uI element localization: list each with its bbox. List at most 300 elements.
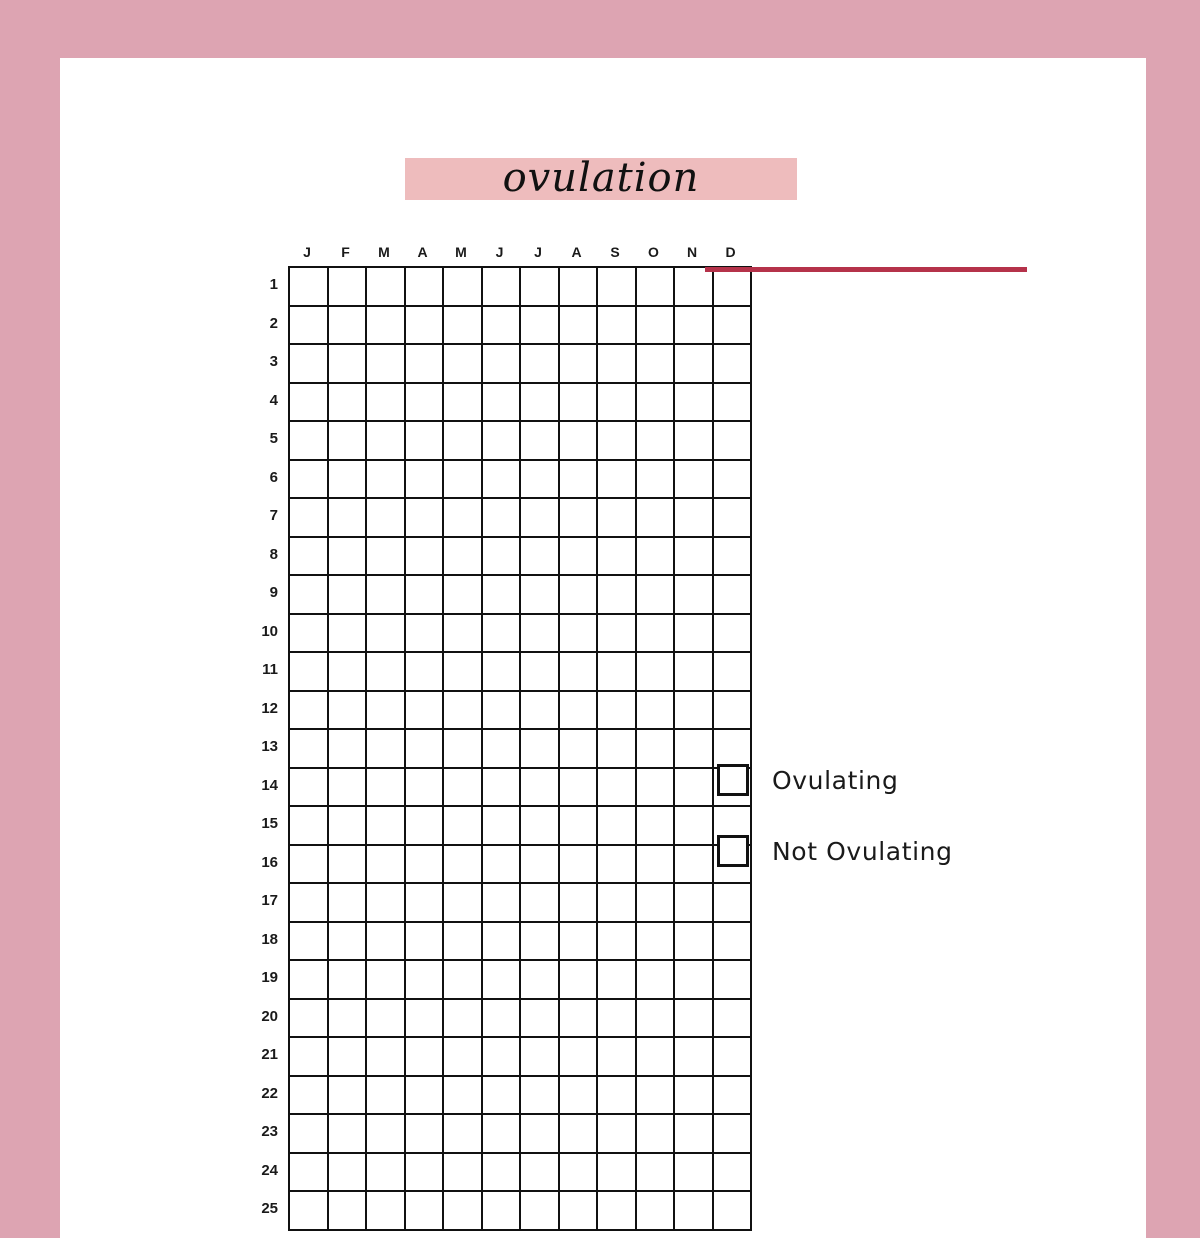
grid-cell-F-11[interactable] (329, 653, 368, 692)
checkbox-not-ovulating[interactable] (717, 835, 749, 867)
grid-cell-N-9[interactable] (675, 576, 714, 615)
grid-cell-N-1[interactable] (675, 268, 714, 307)
grid-cell-M-2[interactable] (367, 307, 406, 346)
grid-cell-A-6[interactable] (406, 461, 445, 500)
grid-cell-D-25[interactable] (714, 1192, 753, 1231)
grid-cell-S-23[interactable] (598, 1115, 637, 1154)
grid-cell-A-7[interactable] (560, 499, 599, 538)
grid-cell-J-8[interactable] (483, 538, 522, 577)
grid-cell-A-18[interactable] (560, 923, 599, 962)
grid-cell-A-9[interactable] (406, 576, 445, 615)
grid-cell-M-3[interactable] (444, 345, 483, 384)
grid-cell-F-18[interactable] (329, 923, 368, 962)
grid-cell-M-5[interactable] (444, 422, 483, 461)
grid-cell-A-13[interactable] (560, 730, 599, 769)
grid-cell-F-17[interactable] (329, 884, 368, 923)
grid-cell-A-11[interactable] (560, 653, 599, 692)
grid-cell-S-22[interactable] (598, 1077, 637, 1116)
grid-cell-A-20[interactable] (406, 1000, 445, 1039)
grid-cell-J-3[interactable] (290, 345, 329, 384)
grid-cell-F-4[interactable] (329, 384, 368, 423)
grid-cell-O-20[interactable] (637, 1000, 676, 1039)
grid-cell-M-10[interactable] (444, 615, 483, 654)
grid-cell-D-11[interactable] (714, 653, 753, 692)
grid-cell-N-10[interactable] (675, 615, 714, 654)
grid-cell-A-6[interactable] (560, 461, 599, 500)
grid-cell-M-18[interactable] (444, 923, 483, 962)
grid-cell-A-17[interactable] (406, 884, 445, 923)
grid-cell-N-7[interactable] (675, 499, 714, 538)
grid-cell-J-25[interactable] (483, 1192, 522, 1231)
grid-cell-A-11[interactable] (406, 653, 445, 692)
grid-cell-D-2[interactable] (714, 307, 753, 346)
grid-cell-J-7[interactable] (483, 499, 522, 538)
grid-cell-D-13[interactable] (714, 730, 753, 769)
grid-cell-J-5[interactable] (483, 422, 522, 461)
grid-cell-M-25[interactable] (444, 1192, 483, 1231)
grid-cell-J-22[interactable] (521, 1077, 560, 1116)
grid-cell-M-6[interactable] (367, 461, 406, 500)
grid-cell-A-20[interactable] (560, 1000, 599, 1039)
grid-cell-A-19[interactable] (560, 961, 599, 1000)
grid-cell-J-5[interactable] (290, 422, 329, 461)
grid-cell-S-17[interactable] (598, 884, 637, 923)
grid-cell-A-2[interactable] (560, 307, 599, 346)
grid-cell-F-16[interactable] (329, 846, 368, 885)
grid-cell-J-7[interactable] (521, 499, 560, 538)
grid-cell-F-7[interactable] (329, 499, 368, 538)
grid-cell-S-21[interactable] (598, 1038, 637, 1077)
grid-cell-J-12[interactable] (521, 692, 560, 731)
grid-cell-S-10[interactable] (598, 615, 637, 654)
grid-cell-A-5[interactable] (560, 422, 599, 461)
grid-cell-J-19[interactable] (483, 961, 522, 1000)
grid-cell-F-2[interactable] (329, 307, 368, 346)
grid-cell-F-10[interactable] (329, 615, 368, 654)
grid-cell-S-20[interactable] (598, 1000, 637, 1039)
grid-cell-A-13[interactable] (406, 730, 445, 769)
grid-cell-J-8[interactable] (290, 538, 329, 577)
grid-cell-N-18[interactable] (675, 923, 714, 962)
grid-cell-N-2[interactable] (675, 307, 714, 346)
grid-cell-J-12[interactable] (483, 692, 522, 731)
grid-cell-O-16[interactable] (637, 846, 676, 885)
grid-cell-A-23[interactable] (406, 1115, 445, 1154)
grid-cell-J-24[interactable] (483, 1154, 522, 1193)
grid-cell-M-8[interactable] (444, 538, 483, 577)
grid-cell-M-20[interactable] (444, 1000, 483, 1039)
grid-cell-J-1[interactable] (483, 268, 522, 307)
grid-cell-D-12[interactable] (714, 692, 753, 731)
grid-cell-A-22[interactable] (406, 1077, 445, 1116)
grid-cell-N-14[interactable] (675, 769, 714, 808)
grid-cell-F-13[interactable] (329, 730, 368, 769)
grid-cell-D-1[interactable] (714, 268, 753, 307)
grid-cell-J-16[interactable] (290, 846, 329, 885)
grid-cell-M-16[interactable] (444, 846, 483, 885)
grid-cell-J-20[interactable] (483, 1000, 522, 1039)
grid-cell-F-3[interactable] (329, 345, 368, 384)
grid-cell-S-8[interactable] (598, 538, 637, 577)
grid-cell-M-17[interactable] (367, 884, 406, 923)
grid-cell-F-6[interactable] (329, 461, 368, 500)
grid-cell-F-5[interactable] (329, 422, 368, 461)
grid-cell-A-15[interactable] (560, 807, 599, 846)
grid-cell-M-6[interactable] (444, 461, 483, 500)
grid-cell-J-21[interactable] (290, 1038, 329, 1077)
grid-cell-M-17[interactable] (444, 884, 483, 923)
grid-cell-O-7[interactable] (637, 499, 676, 538)
grid-cell-A-25[interactable] (406, 1192, 445, 1231)
grid-cell-D-23[interactable] (714, 1115, 753, 1154)
grid-cell-S-9[interactable] (598, 576, 637, 615)
grid-cell-M-1[interactable] (444, 268, 483, 307)
grid-cell-O-23[interactable] (637, 1115, 676, 1154)
grid-cell-M-9[interactable] (444, 576, 483, 615)
grid-cell-M-23[interactable] (367, 1115, 406, 1154)
grid-cell-M-19[interactable] (444, 961, 483, 1000)
grid-cell-J-22[interactable] (483, 1077, 522, 1116)
grid-cell-J-7[interactable] (290, 499, 329, 538)
grid-cell-J-2[interactable] (290, 307, 329, 346)
grid-cell-D-20[interactable] (714, 1000, 753, 1039)
grid-cell-J-14[interactable] (483, 769, 522, 808)
grid-cell-D-4[interactable] (714, 384, 753, 423)
grid-cell-J-3[interactable] (521, 345, 560, 384)
grid-cell-A-21[interactable] (406, 1038, 445, 1077)
grid-cell-F-14[interactable] (329, 769, 368, 808)
grid-cell-J-23[interactable] (483, 1115, 522, 1154)
grid-cell-A-9[interactable] (560, 576, 599, 615)
grid-cell-O-4[interactable] (637, 384, 676, 423)
grid-cell-J-12[interactable] (290, 692, 329, 731)
grid-cell-A-4[interactable] (406, 384, 445, 423)
grid-cell-O-14[interactable] (637, 769, 676, 808)
grid-cell-J-10[interactable] (290, 615, 329, 654)
grid-cell-M-22[interactable] (444, 1077, 483, 1116)
grid-cell-J-3[interactable] (483, 345, 522, 384)
grid-cell-N-3[interactable] (675, 345, 714, 384)
grid-cell-A-10[interactable] (406, 615, 445, 654)
grid-cell-F-22[interactable] (329, 1077, 368, 1116)
grid-cell-S-3[interactable] (598, 345, 637, 384)
grid-cell-D-21[interactable] (714, 1038, 753, 1077)
grid-cell-S-14[interactable] (598, 769, 637, 808)
grid-cell-J-18[interactable] (483, 923, 522, 962)
grid-cell-J-4[interactable] (483, 384, 522, 423)
grid-cell-M-1[interactable] (367, 268, 406, 307)
grid-cell-O-25[interactable] (637, 1192, 676, 1231)
grid-cell-N-20[interactable] (675, 1000, 714, 1039)
grid-cell-J-13[interactable] (290, 730, 329, 769)
grid-cell-M-24[interactable] (367, 1154, 406, 1193)
grid-cell-D-7[interactable] (714, 499, 753, 538)
grid-cell-A-21[interactable] (560, 1038, 599, 1077)
grid-cell-J-1[interactable] (521, 268, 560, 307)
grid-cell-S-24[interactable] (598, 1154, 637, 1193)
grid-cell-S-15[interactable] (598, 807, 637, 846)
grid-cell-S-11[interactable] (598, 653, 637, 692)
grid-cell-O-1[interactable] (637, 268, 676, 307)
grid-cell-O-21[interactable] (637, 1038, 676, 1077)
grid-cell-M-12[interactable] (444, 692, 483, 731)
grid-cell-A-17[interactable] (560, 884, 599, 923)
grid-cell-A-2[interactable] (406, 307, 445, 346)
grid-cell-M-9[interactable] (367, 576, 406, 615)
grid-cell-S-13[interactable] (598, 730, 637, 769)
grid-cell-N-16[interactable] (675, 846, 714, 885)
grid-cell-O-24[interactable] (637, 1154, 676, 1193)
grid-cell-N-23[interactable] (675, 1115, 714, 1154)
grid-cell-O-17[interactable] (637, 884, 676, 923)
grid-cell-S-6[interactable] (598, 461, 637, 500)
grid-cell-J-11[interactable] (290, 653, 329, 692)
grid-cell-J-18[interactable] (521, 923, 560, 962)
grid-cell-M-16[interactable] (367, 846, 406, 885)
grid-cell-S-16[interactable] (598, 846, 637, 885)
grid-cell-O-13[interactable] (637, 730, 676, 769)
grid-cell-D-10[interactable] (714, 615, 753, 654)
grid-cell-N-6[interactable] (675, 461, 714, 500)
grid-cell-J-19[interactable] (290, 961, 329, 1000)
grid-cell-M-21[interactable] (444, 1038, 483, 1077)
grid-cell-O-22[interactable] (637, 1077, 676, 1116)
grid-cell-M-4[interactable] (367, 384, 406, 423)
grid-cell-F-9[interactable] (329, 576, 368, 615)
grid-cell-M-22[interactable] (367, 1077, 406, 1116)
grid-cell-M-11[interactable] (444, 653, 483, 692)
grid-cell-J-14[interactable] (521, 769, 560, 808)
grid-cell-D-5[interactable] (714, 422, 753, 461)
grid-cell-A-16[interactable] (406, 846, 445, 885)
grid-cell-A-7[interactable] (406, 499, 445, 538)
grid-cell-F-24[interactable] (329, 1154, 368, 1193)
grid-cell-S-18[interactable] (598, 923, 637, 962)
grid-cell-S-12[interactable] (598, 692, 637, 731)
grid-cell-S-5[interactable] (598, 422, 637, 461)
grid-cell-J-18[interactable] (290, 923, 329, 962)
grid-cell-J-15[interactable] (290, 807, 329, 846)
grid-cell-J-1[interactable] (290, 268, 329, 307)
grid-cell-J-21[interactable] (521, 1038, 560, 1077)
grid-cell-A-8[interactable] (406, 538, 445, 577)
grid-cell-F-23[interactable] (329, 1115, 368, 1154)
grid-cell-M-12[interactable] (367, 692, 406, 731)
grid-cell-J-13[interactable] (521, 730, 560, 769)
grid-cell-N-21[interactable] (675, 1038, 714, 1077)
grid-cell-J-24[interactable] (290, 1154, 329, 1193)
grid-cell-N-25[interactable] (675, 1192, 714, 1231)
grid-body[interactable] (288, 266, 752, 1231)
grid-cell-O-19[interactable] (637, 961, 676, 1000)
grid-cell-J-4[interactable] (521, 384, 560, 423)
grid-cell-F-20[interactable] (329, 1000, 368, 1039)
grid-cell-D-19[interactable] (714, 961, 753, 1000)
grid-cell-J-23[interactable] (521, 1115, 560, 1154)
grid-cell-J-24[interactable] (521, 1154, 560, 1193)
grid-cell-A-24[interactable] (406, 1154, 445, 1193)
grid-cell-J-6[interactable] (290, 461, 329, 500)
grid-cell-M-3[interactable] (367, 345, 406, 384)
grid-cell-J-6[interactable] (521, 461, 560, 500)
grid-cell-F-1[interactable] (329, 268, 368, 307)
grid-cell-M-13[interactable] (444, 730, 483, 769)
grid-cell-A-4[interactable] (560, 384, 599, 423)
grid-cell-J-2[interactable] (521, 307, 560, 346)
grid-cell-N-5[interactable] (675, 422, 714, 461)
grid-cell-J-9[interactable] (483, 576, 522, 615)
grid-cell-D-8[interactable] (714, 538, 753, 577)
grid-cell-N-4[interactable] (675, 384, 714, 423)
grid-cell-J-13[interactable] (483, 730, 522, 769)
grid-cell-J-17[interactable] (483, 884, 522, 923)
grid-cell-J-17[interactable] (290, 884, 329, 923)
grid-cell-J-16[interactable] (483, 846, 522, 885)
grid-cell-S-19[interactable] (598, 961, 637, 1000)
grid-cell-J-10[interactable] (521, 615, 560, 654)
grid-cell-J-9[interactable] (290, 576, 329, 615)
grid-cell-S-1[interactable] (598, 268, 637, 307)
grid-cell-O-3[interactable] (637, 345, 676, 384)
grid-cell-J-14[interactable] (290, 769, 329, 808)
grid-cell-N-22[interactable] (675, 1077, 714, 1116)
grid-cell-M-14[interactable] (367, 769, 406, 808)
grid-cell-J-20[interactable] (521, 1000, 560, 1039)
grid-cell-J-15[interactable] (483, 807, 522, 846)
grid-cell-A-19[interactable] (406, 961, 445, 1000)
grid-cell-M-7[interactable] (367, 499, 406, 538)
grid-cell-J-23[interactable] (290, 1115, 329, 1154)
grid-cell-O-12[interactable] (637, 692, 676, 731)
grid-cell-N-11[interactable] (675, 653, 714, 692)
grid-cell-F-19[interactable] (329, 961, 368, 1000)
grid-cell-S-2[interactable] (598, 307, 637, 346)
grid-cell-J-22[interactable] (290, 1077, 329, 1116)
grid-cell-A-18[interactable] (406, 923, 445, 962)
grid-cell-O-8[interactable] (637, 538, 676, 577)
grid-cell-A-8[interactable] (560, 538, 599, 577)
grid-cell-A-3[interactable] (406, 345, 445, 384)
grid-cell-A-1[interactable] (560, 268, 599, 307)
grid-cell-N-24[interactable] (675, 1154, 714, 1193)
grid-cell-O-5[interactable] (637, 422, 676, 461)
grid-cell-O-18[interactable] (637, 923, 676, 962)
grid-cell-J-9[interactable] (521, 576, 560, 615)
grid-cell-A-12[interactable] (560, 692, 599, 731)
grid-cell-J-8[interactable] (521, 538, 560, 577)
grid-cell-M-10[interactable] (367, 615, 406, 654)
grid-cell-J-17[interactable] (521, 884, 560, 923)
grid-cell-J-6[interactable] (483, 461, 522, 500)
grid-cell-J-5[interactable] (521, 422, 560, 461)
grid-cell-M-15[interactable] (367, 807, 406, 846)
grid-cell-A-12[interactable] (406, 692, 445, 731)
grid-cell-J-10[interactable] (483, 615, 522, 654)
grid-cell-N-17[interactable] (675, 884, 714, 923)
grid-cell-N-19[interactable] (675, 961, 714, 1000)
grid-cell-J-2[interactable] (483, 307, 522, 346)
grid-cell-M-25[interactable] (367, 1192, 406, 1231)
grid-cell-S-4[interactable] (598, 384, 637, 423)
grid-cell-A-14[interactable] (406, 769, 445, 808)
legend-item-ovulating[interactable] (717, 764, 953, 796)
grid-cell-N-15[interactable] (675, 807, 714, 846)
grid-cell-N-13[interactable] (675, 730, 714, 769)
grid-cell-O-15[interactable] (637, 807, 676, 846)
grid-cell-J-21[interactable] (483, 1038, 522, 1077)
grid-cell-D-3[interactable] (714, 345, 753, 384)
grid-cell-O-9[interactable] (637, 576, 676, 615)
grid-cell-D-22[interactable] (714, 1077, 753, 1116)
grid-cell-J-16[interactable] (521, 846, 560, 885)
grid-cell-M-2[interactable] (444, 307, 483, 346)
grid-cell-J-15[interactable] (521, 807, 560, 846)
grid-cell-J-25[interactable] (290, 1192, 329, 1231)
grid-cell-F-21[interactable] (329, 1038, 368, 1077)
grid-cell-M-24[interactable] (444, 1154, 483, 1193)
grid-cell-A-25[interactable] (560, 1192, 599, 1231)
grid-cell-J-11[interactable] (483, 653, 522, 692)
grid-cell-D-24[interactable] (714, 1154, 753, 1193)
grid-cell-O-2[interactable] (637, 307, 676, 346)
grid-cell-M-19[interactable] (367, 961, 406, 1000)
grid-cell-M-21[interactable] (367, 1038, 406, 1077)
grid-cell-J-20[interactable] (290, 1000, 329, 1039)
grid-cell-A-1[interactable] (406, 268, 445, 307)
grid-cell-A-5[interactable] (406, 422, 445, 461)
grid-cell-O-11[interactable] (637, 653, 676, 692)
grid-cell-O-6[interactable] (637, 461, 676, 500)
grid-cell-M-5[interactable] (367, 422, 406, 461)
grid-cell-N-8[interactable] (675, 538, 714, 577)
grid-cell-J-11[interactable] (521, 653, 560, 692)
grid-cell-A-16[interactable] (560, 846, 599, 885)
checkbox-ovulating[interactable] (717, 764, 749, 796)
grid-cell-F-12[interactable] (329, 692, 368, 731)
grid-cell-D-9[interactable] (714, 576, 753, 615)
grid-cell-J-25[interactable] (521, 1192, 560, 1231)
grid-cell-M-11[interactable] (367, 653, 406, 692)
grid-cell-J-4[interactable] (290, 384, 329, 423)
grid-cell-O-10[interactable] (637, 615, 676, 654)
grid-cell-M-14[interactable] (444, 769, 483, 808)
grid-cell-A-24[interactable] (560, 1154, 599, 1193)
grid-cell-M-4[interactable] (444, 384, 483, 423)
grid-cell-M-20[interactable] (367, 1000, 406, 1039)
grid-cell-D-6[interactable] (714, 461, 753, 500)
grid-cell-A-15[interactable] (406, 807, 445, 846)
grid-cell-M-7[interactable] (444, 499, 483, 538)
grid-cell-A-10[interactable] (560, 615, 599, 654)
grid-cell-A-23[interactable] (560, 1115, 599, 1154)
grid-cell-M-13[interactable] (367, 730, 406, 769)
grid-cell-A-3[interactable] (560, 345, 599, 384)
grid-cell-N-12[interactable] (675, 692, 714, 731)
grid-cell-D-18[interactable] (714, 923, 753, 962)
grid-cell-J-19[interactable] (521, 961, 560, 1000)
grid-cell-F-15[interactable] (329, 807, 368, 846)
grid-cell-A-22[interactable] (560, 1077, 599, 1116)
grid-cell-M-15[interactable] (444, 807, 483, 846)
grid-cell-M-18[interactable] (367, 923, 406, 962)
grid-cell-M-8[interactable] (367, 538, 406, 577)
grid-cell-F-8[interactable] (329, 538, 368, 577)
grid-cell-A-14[interactable] (560, 769, 599, 808)
grid-cell-F-25[interactable] (329, 1192, 368, 1231)
grid-cell-S-7[interactable] (598, 499, 637, 538)
grid-cell-S-25[interactable] (598, 1192, 637, 1231)
grid-cell-M-23[interactable] (444, 1115, 483, 1154)
